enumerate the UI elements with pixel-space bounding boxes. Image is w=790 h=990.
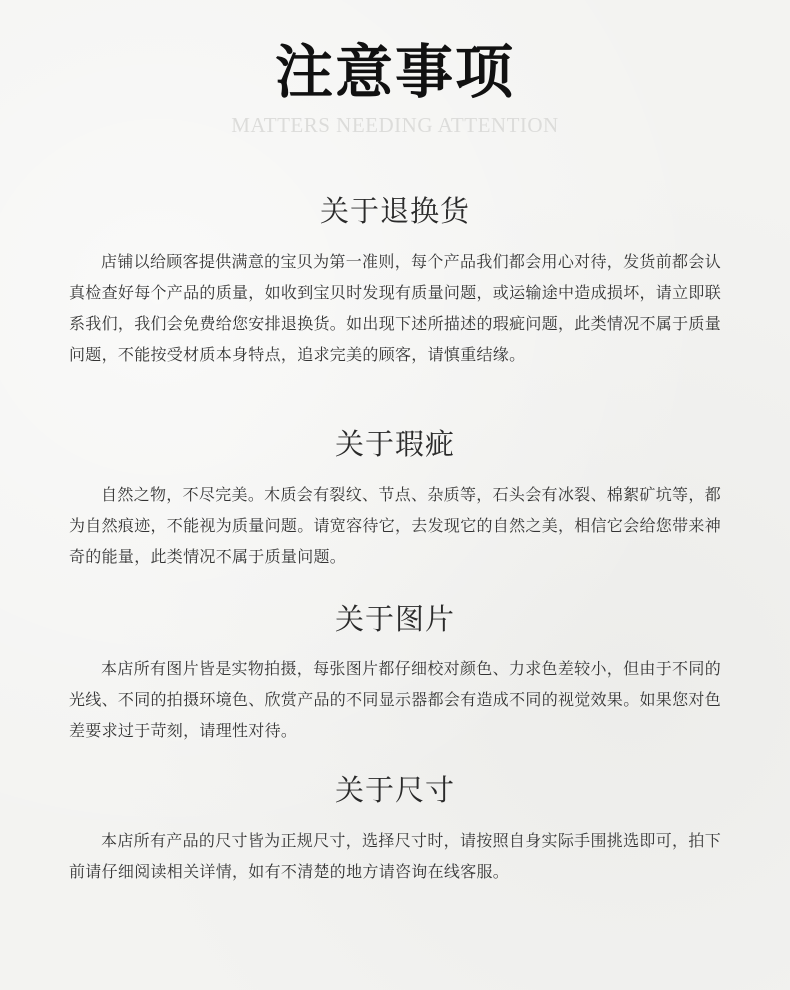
section-heading-size: 关于尺寸	[334, 773, 455, 807]
section-body-photos: 本店所有图片皆是实物拍摄，每张图片都仔细校对颜色、力求色差较小，但由于不同的光线、不同的拍摄环境色、欣赏产品的不同显示器都会有造成不同的视觉效果。如果您对色差要求过于苛刻，请理性对待。	[69, 659, 722, 740]
section-body-flaws: 自然之物，不尽完美。木质会有裂纹、节点、杂质等，石头会有冰裂、棉絮矿坑等，都为自然痕迹，不能视为质量问题。请宽容待它，去发现它的自然之美，相信它会给您带来神奇的能量，此类情况不属于质量问题。	[69, 485, 722, 566]
section-heading-flaws: 关于瑕疵	[334, 427, 455, 461]
page-subtitle: MATTERS NEEDING ATTENTION	[231, 113, 559, 137]
section-heading-photos: 关于图片	[334, 602, 455, 636]
section-body-returns: 店铺以给顾客提供满意的宝贝为第一准则，每个产品我们都会用心对待，发货前都会认真检查好每个产品的质量，如收到宝贝时发现有质量问题，或运输途中造成损坏，请立即联系我们，我们会免费给您安排退换货。如出现下述所描述的瑕疵问题，此类情况不属于质量问题，不能按受材质本身特点，追求完美的顾客，请慎重结缘。	[69, 252, 722, 364]
section-body-size: 本店所有产品的尺寸皆为正规尺寸，选择尺寸时，请按照自身实际手围挑选即可，拍下前请仔细阅读相关详情，如有不清楚的地方请咨询在线客服。	[69, 831, 721, 881]
page-title: 注意事项	[274, 38, 515, 106]
section-heading-returns: 关于退换货	[319, 194, 470, 228]
